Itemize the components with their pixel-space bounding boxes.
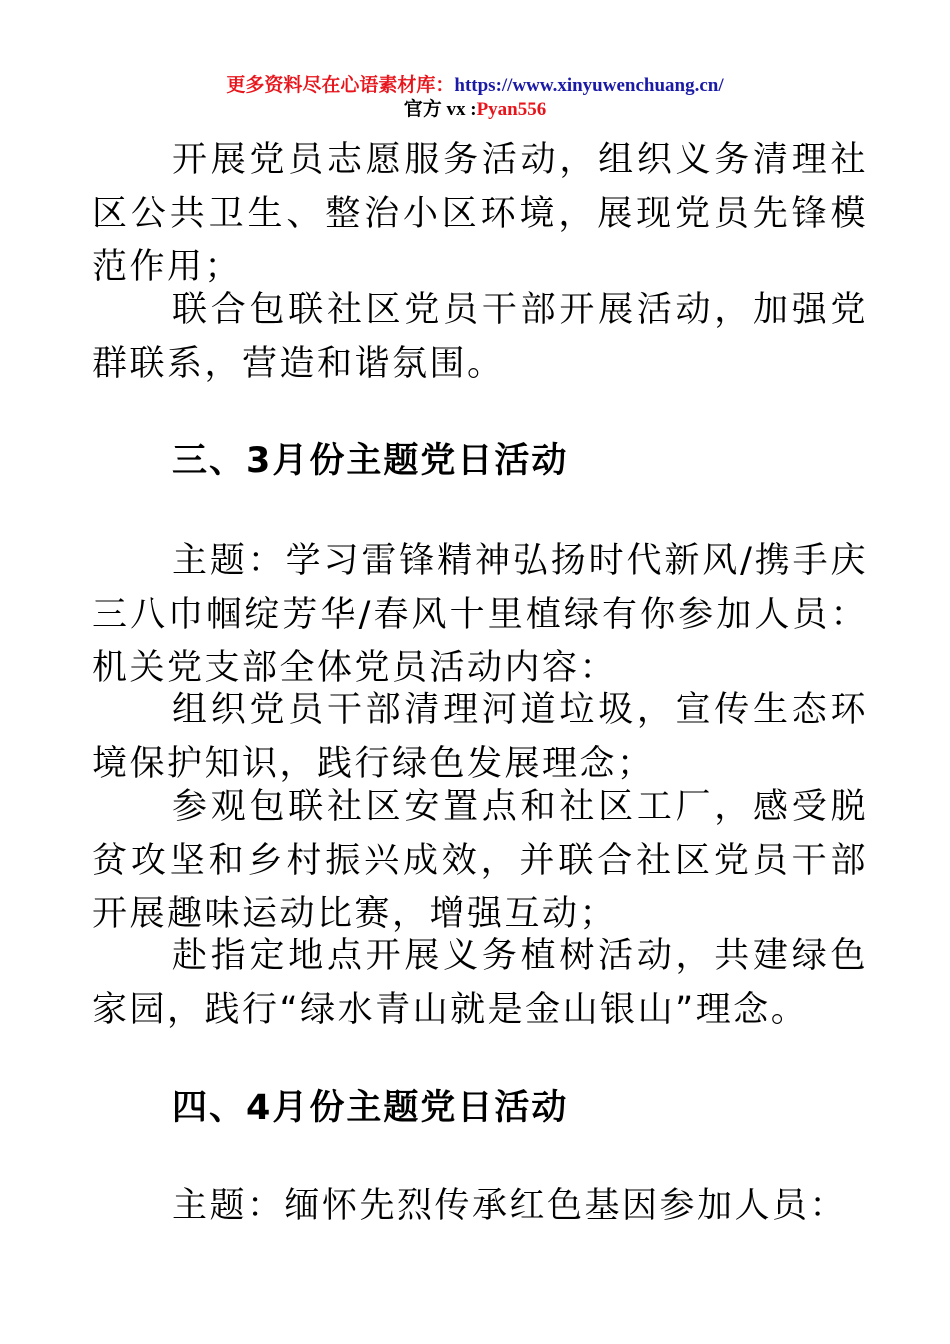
paragraph-river-cleanup: 组织党员干部清理河道垃圾，宣传生态环境保护知识，践行绿色发展理念；: [92, 690, 868, 784]
header-label: 更多资料尽在心语素材库：: [226, 75, 455, 96]
paragraph-tree-planting: 赴指定地点开展义务植树活动，共建绿色家园，践行“绿水青山就是金山银山”理念。: [92, 936, 868, 1030]
section-heading-march: 三、3月份主题党日活动: [172, 441, 569, 481]
section-heading-april: 四、4月份主题党日活动: [172, 1088, 569, 1128]
paragraph-joint-activity: 联合包联社区党员干部开展活动，加强党群联系，营造和谐氛围。: [92, 290, 868, 384]
paragraph-march-theme: 主题：学习雷锋精神弘扬时代新风/携手庆三八巾帼绽芳华/春风十里植绿有你参加人员：机关党支部全体党员活动内容：: [92, 541, 868, 688]
header-contact-id: Pyan556: [476, 99, 547, 120]
paragraph-april-theme: 主题：缅怀先烈传承红色基因参加人员：: [172, 1186, 848, 1226]
header-banner: [0, 74, 950, 98]
paragraph-community-visit: 参观包联社区安置点和社区工厂，感受脱贫攻坚和乡村振兴成效，并联合社区党员干部开展趣味运动比赛，增强互动；: [92, 787, 868, 934]
header-contact: [0, 98, 950, 122]
paragraph-volunteer-service: 开展党员志愿服务活动，组织义务清理社区公共卫生、整治小区环境，展现党员先锋模范作用；: [92, 140, 868, 287]
header-contact-prefix: 官方 vx :: [403, 99, 477, 120]
header-url-link[interactable]: https://www.xinyuwenchuang.cn/: [454, 75, 724, 96]
